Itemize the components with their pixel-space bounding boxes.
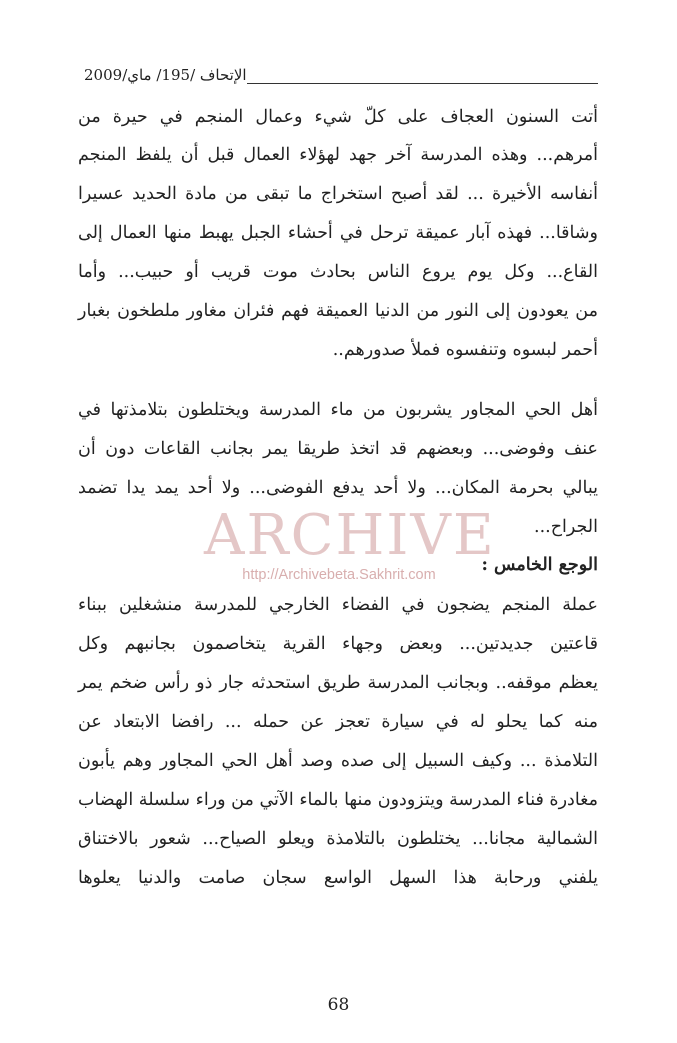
section-heading: الوجع الخامس : — [481, 555, 598, 575]
text-line: أهل الحي المجاور يشربون من ماء المدرسة ويختلطون بتلامذتها في — [78, 400, 598, 420]
text-line: الجراح... — [534, 517, 598, 537]
text-line: الشمالية مجانا... يختلطون بالتلامذة ويعلو الصياح... شعور بالاختناق — [78, 829, 598, 849]
page-number: 68 — [327, 995, 350, 1015]
text-line: منه كما يحلو له في سيارة تعجز عن حمله ... رافضا الابتعاد عن — [78, 712, 598, 732]
text-line: عملة المنجم يضجون في الفضاء الخارجي للمدرسة منشغلين ببناء — [78, 595, 598, 615]
text-line: يلفني ورحابة هذا السهل الواسع سجان صامت والدنيا يعلوها — [78, 868, 598, 888]
text-line: مغادرة فناء المدرسة ويتزودون منها بالماء الآتي من وراء سلسلة الهضاب — [78, 790, 598, 810]
text-line: أنفاسه الأخيرة ... لقد أصبح استخراج ما تبقى من مادة الحديد عسيرا — [78, 184, 598, 204]
running-header: الإتحاف /195/ ماي/2009 — [80, 66, 247, 84]
text-line: عنف وفوضى... وبعضهم قد اتخذ طريقا يمر بجانب القاعات دون أن — [78, 439, 598, 459]
text-line: من يعودون إلى النور من الدنيا العميقة فهم فئران مغاور ملطخون بغبار — [78, 301, 598, 321]
text-line: أمرهم... وهذه المدرسة آخر جهد لهؤلاء العمال قبل أن يلفظ المنجم — [78, 145, 598, 165]
text-line: يبالي بحرمة المكان... ولا أحد يدفع الفوضى... ولا أحد يمد يدا تضمد — [78, 478, 598, 498]
text-line: يعظم موقفه.. وبجانب المدرسة طريق استحدثه جار ذو رأس ضخم يمر — [78, 673, 598, 693]
text-line: وشاقا... فهذه آبار عميقة ترحل في أحشاء الجبل يهبط منها العمال إلى — [78, 223, 598, 243]
text-line: التلامذة ... وكيف السبيل إلى صده وصد أهل الحي المجاور وهم يأبون — [78, 751, 598, 771]
watermark-title: ARCHIVE — [204, 503, 496, 568]
text-line: قاعتين جديدتين... وبعض وجهاء القرية يتخاصمون بجانبهم وكل — [78, 634, 598, 654]
header-rule — [192, 83, 598, 84]
text-line: أحمر لبسوه وتنفسوه فملأ صدورهم.. — [332, 340, 598, 360]
watermark-url: http://Archivebeta.Sakhrit.com — [242, 567, 436, 583]
text-line: القاع... وكل يوم يروع الناس بحادث موت قريب أو حبيب... وأما — [78, 262, 598, 282]
text-line: أتت السنون العجاف على كلّ شيء وعمال المنجم في حيرة من — [78, 107, 598, 127]
